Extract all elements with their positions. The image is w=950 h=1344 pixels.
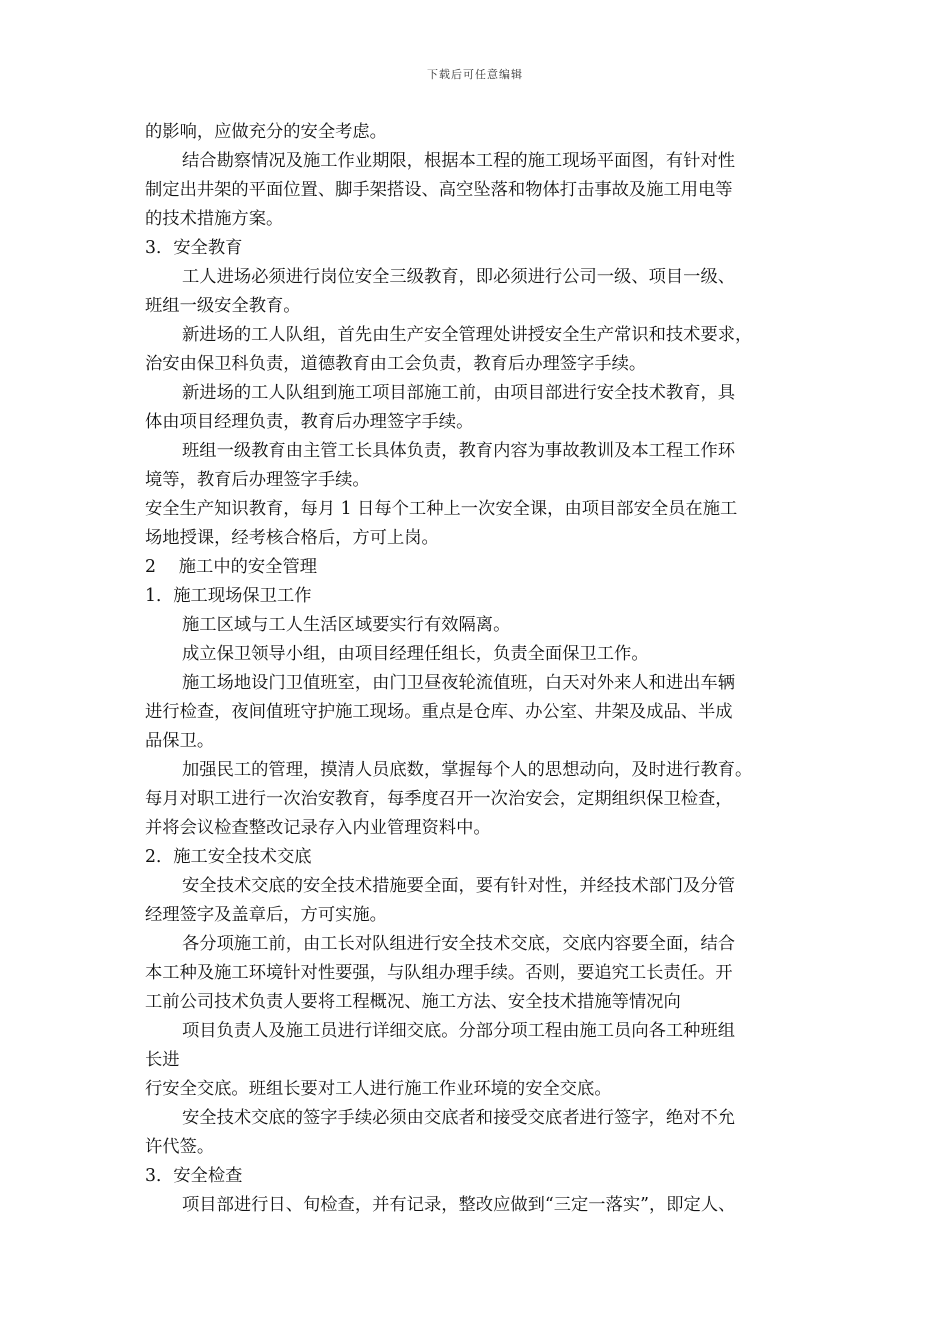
text-line: 工前公司技术负责人要将工程概况、施工方法、安全技术措施等情况向 (145, 992, 681, 1012)
text-line: 进行检查，夜间值班守护施工现场。重点是仓库、办公室、井架及成品、半成 (145, 702, 733, 722)
text-line: 的技术措施方案。 (145, 209, 284, 229)
text-line: 长进 (145, 1050, 180, 1070)
text-line: 班组一级教育由主管工长具体负责，教育内容为事故教训及本工程工作环 (182, 441, 736, 461)
text-line: 工人进场必须进行岗位安全三级教育，即必须进行公司一级、项目一级、 (182, 267, 736, 287)
text-line: 许代签。 (145, 1137, 215, 1157)
text-line: 3．安全教育 (145, 238, 243, 258)
text-line: 经理签字及盖章后，方可实施。 (145, 905, 387, 925)
text-line: 3．安全检查 (145, 1166, 243, 1186)
document-body (145, 118, 815, 1220)
text-line: 施工区域与工人生活区域要实行有效隔离。 (182, 615, 511, 635)
text-line: 项目部进行日、旬检查，并有记录，整改应做到“三定一落实”，即定人、 (182, 1195, 736, 1215)
text-line: 体由项目经理负责，教育后办理签字手续。 (145, 412, 474, 432)
text-line: 结合勘察情况及施工作业期限，根据本工程的施工现场平面图，有针对性 (182, 151, 736, 171)
text-line: 1．施工现场保卫工作 (145, 586, 312, 606)
text-line: 2．施工安全技术交底 (145, 847, 312, 867)
text-line: 安全技术交底的签字手续必须由交底者和接受交底者进行签字，绝对不允 (182, 1108, 736, 1128)
text-line: 并将会议检查整改记录存入内业管理资料中。 (145, 818, 491, 838)
text-line: 行安全交底。班组长要对工人进行施工作业环境的安全交底。 (145, 1079, 612, 1099)
text-line: 施工场地设门卫值班室，由门卫昼夜轮流值班，白天对外来人和进出车辆 (182, 673, 736, 693)
text-line: 品保卫。 (145, 731, 215, 751)
text-line: 境等，教育后办理签字手续。 (145, 470, 370, 490)
text-line: 成立保卫领导小组，由项目经理任组长，负责全面保卫工作。 (182, 644, 649, 664)
text-line: 安全生产知识教育，每月 1 日每个工种上一次安全课，由项目部安全员在施工 (145, 499, 738, 519)
text-line: 项目负责人及施工员进行详细交底。分部分项工程由施工员向各工种班组 (182, 1021, 736, 1041)
page-header: 下载后可任意编辑 (427, 68, 523, 81)
text-line: 场地授课，经考核合格后，方可上岗。 (145, 528, 439, 548)
text-line: 治安由保卫科负责，道德教育由工会负责，教育后办理签字手续。 (145, 354, 647, 374)
text-line: 本工种及施工环境针对性要强，与队组办理手续。否则，要追究工长责任。开 (145, 963, 733, 983)
text-line: 的影响，应做充分的安全考虑。 (145, 122, 387, 142)
text-line: 2 施工中的安全管理 (145, 557, 318, 577)
text-line: 制定出井架的平面位置、脚手架搭设、高空坠落和物体打击事故及施工用电等 (145, 180, 733, 200)
text-line: 每月对职工进行一次治安教育，每季度召开一次治安会，定期组织保卫检查， (145, 789, 733, 809)
text-line: 新进场的工人队组，首先由生产安全管理处讲授安全生产常识和技术要求， (182, 325, 753, 345)
text-line: 班组一级安全教育。 (145, 296, 301, 316)
text-line: 新进场的工人队组到施工项目部施工前，由项目部进行安全技术教育，具 (182, 383, 736, 403)
text-line: 加强民工的管理，摸清人员底数，掌握每个人的思想动向，及时进行教育。 (182, 760, 753, 780)
text-line: 安全技术交底的安全技术措施要全面，要有针对性，并经技术部门及分管 (182, 876, 736, 896)
text-line: 各分项施工前，由工长对队组进行安全技术交底，交底内容要全面，结合 (182, 934, 736, 954)
